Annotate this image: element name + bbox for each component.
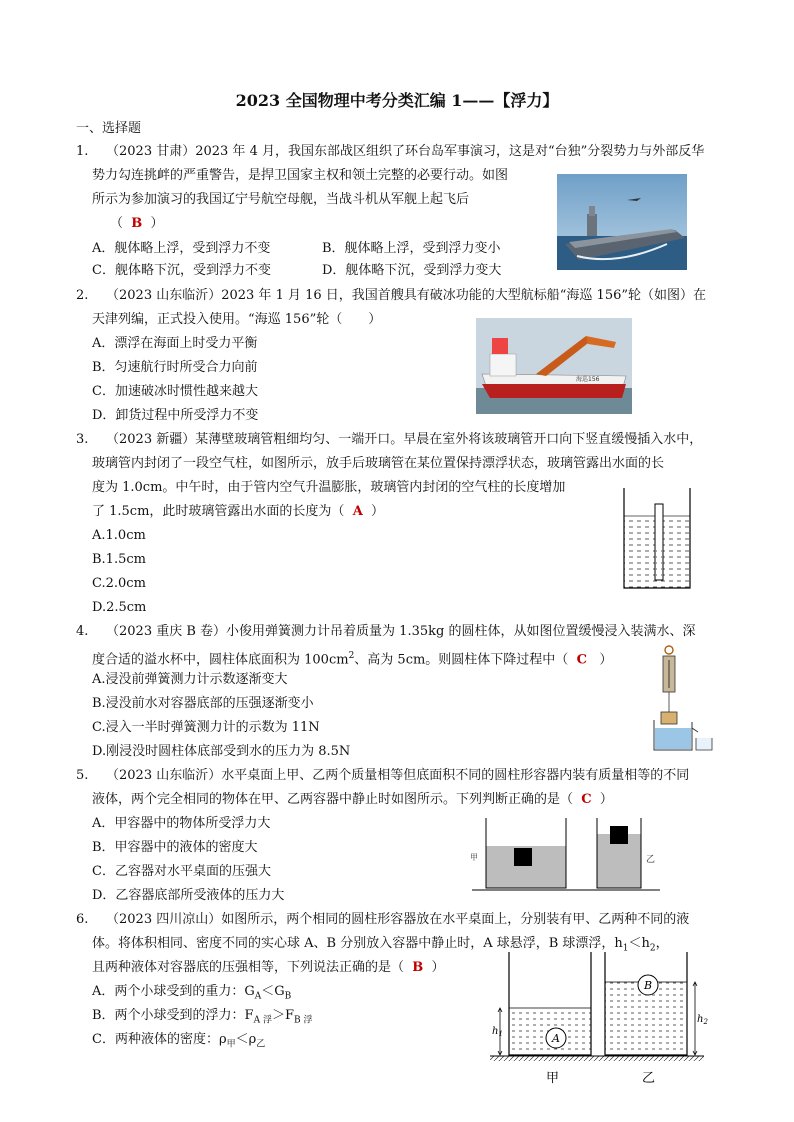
q6-c-mid: ＜ρ: [235, 1032, 257, 1047]
spring-scale-overflow-cup-diagram: [652, 642, 714, 754]
q6-c-text: C．两种液体的密度：ρ: [92, 1032, 227, 1047]
q1-answer: B: [131, 216, 143, 231]
ship-hull-text: 海巡156: [576, 376, 600, 383]
q3-line3: 度为 1.0cm。中午时，由于管内空气升温膨胀，玻璃管内封闭的空气柱的长度增加: [92, 480, 566, 495]
q5-line2-start: 液体，两个完全相同的物体在甲、乙两容器中静止时如图所示。下列判断正确的是（: [92, 792, 574, 807]
q2-option-b: B．匀速航行时所受合力向前: [92, 360, 258, 375]
q2-line2: 天津列编，正式投入使用。“海巡 156”轮（ ）: [92, 312, 382, 327]
q6-c-sub1: 甲: [226, 1039, 236, 1050]
q6-line1: （2023 四川凉山）如图所示，两个相同的圆柱形容器放在水平桌面上，分别装有甲、乙两种不同的液: [106, 912, 690, 927]
q6-b-mid: ＞F: [271, 1008, 294, 1023]
q2-option-a: A．漂浮在海面上时受力平衡: [92, 336, 258, 351]
q6-line3: [92, 957, 445, 979]
q5-answer: C: [581, 792, 592, 807]
q6-b-text: B．两个小球受到的浮力：F: [92, 1008, 254, 1023]
q6-label-jia: 甲: [546, 1071, 560, 1086]
q6-b-sub1: A 浮: [253, 1015, 272, 1026]
q2-option-d: D．卸货过程中所受浮力不变: [92, 408, 259, 423]
q3-line2: 玻璃管内封闭了一段空气柱，如图所示，放手后玻璃管在某位置保持漂浮状态，玻璃管露出水面的长: [92, 456, 665, 471]
q1-line2: 势力勾连挑衅的严重警告，是捍卫国家主权和领土完整的必要行动。如图: [92, 168, 509, 183]
q4-line1: （2023 重庆 B 卷）小俊用弹簧测力计吊着质量为 1.35kg 的圆柱体，从如图位置缓慢浸入装满水、深: [106, 624, 696, 639]
q3-answer: A: [352, 504, 363, 519]
q6-line2-sub2: 2: [649, 943, 656, 954]
q1-paren-close: ）: [150, 216, 164, 231]
q6-b-sub2: B 浮: [293, 1015, 313, 1026]
q6-line2-start: 体。将体积相同、密度不同的实心球 A、B 分别放入容器中静止时，A 球悬浮，B 球漂浮，h: [92, 936, 623, 951]
q1-number: 1.: [76, 144, 89, 159]
q6-label-yi: 乙: [642, 1071, 656, 1086]
q6-a-text: A．两个小球受到的重力：G: [92, 984, 255, 999]
q6-ball-a: A: [552, 1032, 560, 1045]
q6-answer: B: [412, 960, 424, 975]
q2-line1: （2023 山东临沂）2023 年 1 月 16 日，我国首艘具有破冰功能的大型航标船“海巡 156”轮（如图）在: [106, 288, 707, 303]
q1-option-a: A．舰体略上浮，受到浮力不变: [92, 241, 271, 256]
q5-number: 5.: [76, 768, 89, 783]
q4-line2-start: 度合适的溢水杯中，圆柱体底面积为 100cm: [92, 652, 349, 668]
q6-h2: $h_2$: [697, 1014, 708, 1026]
icebreaker-ship-photo: [476, 318, 632, 414]
q5-option-d: D．乙容器底部所受液体的压力大: [92, 888, 285, 903]
q4-line2: [92, 645, 612, 671]
q6-line3-end: ）: [431, 960, 445, 975]
q1-option-d: D．舰体略下沉，受到浮力变大: [322, 263, 502, 278]
q3-option-d: D.2.5cm: [92, 600, 147, 615]
q6-a-sub1: A: [254, 991, 262, 1002]
q6-a-sub2: B: [284, 991, 292, 1002]
q6-number: 6.: [76, 912, 89, 927]
q6-line2-mid: ＜h: [628, 936, 650, 951]
q3-line4: [92, 501, 384, 523]
q6-line2-sub1: 1: [622, 943, 629, 954]
q3-number: 3.: [76, 432, 89, 447]
q4-option-d: D.刚浸没时圆柱体底部受到水的压力为 8.5N: [92, 744, 351, 759]
q1-line1: （2023 甘肃）2023 年 4 月，我国东部战区组织了环台岛军事演习，这是对“台独”分裂势力与外部反华: [106, 144, 705, 159]
q1-answer-line: [110, 213, 164, 235]
q6-h1: $h_1$: [492, 1026, 503, 1038]
q3-option-c: C.2.0cm: [92, 576, 146, 591]
q5-label-jia: 甲: [470, 853, 478, 862]
q4-line2-end: ）: [599, 652, 613, 668]
q1-option-b: B．舰体略上浮，受到浮力变小: [322, 241, 501, 256]
two-containers-diagram: [466, 814, 666, 894]
aircraft-carrier-photo: [557, 174, 687, 270]
q2-number: 2.: [76, 288, 89, 303]
q5-option-c: C．乙容器对水平桌面的压强大: [92, 864, 271, 879]
q6-option-c: [92, 1029, 265, 1056]
q3-line4-start: 了 1.5cm，此时玻璃管露出水面的长度为（: [92, 504, 345, 519]
q1-paren-open: （: [110, 216, 124, 231]
q5-label-yi: 乙: [646, 855, 656, 865]
q4-superscript: 2: [348, 651, 355, 661]
q1-option-c: C．舰体略下沉，受到浮力不变: [92, 263, 271, 278]
q5-line1: （2023 山东临沂）水平桌面上甲、乙两个质量相等但底面积不同的圆柱形容器内装有质量相等的不同: [106, 768, 690, 783]
glass-tube-diagram: [620, 488, 696, 592]
q6-a-mid: ＜G: [261, 984, 285, 999]
section-heading: 一、选择题: [76, 121, 142, 136]
q4-number: 4.: [76, 624, 89, 639]
q1-line3: 所示为参加演习的我国辽宁号航空母舰，当战斗机从军舰上起飞后: [92, 192, 470, 207]
page-title: 2023 全国物理中考分类汇编 1——【浮力】: [235, 91, 559, 110]
two-cylinders-balls-diagram: [490, 950, 718, 1096]
q6-line2-end: ，: [655, 936, 669, 951]
q4-option-c: C.浸入一半时弹簧测力计的示数为 11N: [92, 720, 320, 735]
q2-option-c: C．加速破冰时惯性越来越大: [92, 384, 258, 399]
q3-option-a: A.1.0cm: [92, 528, 146, 543]
q5-option-a: A．甲容器中的物体所受浮力大: [92, 816, 271, 831]
q6-option-b: [92, 1005, 312, 1032]
q6-ball-b: B: [644, 979, 653, 992]
q6-line3-start: 且两种液体对容器底的压强相等，下列说法正确的是（: [92, 960, 405, 975]
q5-line2: [92, 789, 613, 811]
q6-c-sub2: 乙: [256, 1039, 266, 1050]
q4-line2-mid: 、高为 5cm。则圆柱体下降过程中（: [354, 652, 569, 668]
q4-option-a: A.浸没前弹簧测力计示数逐渐变大: [92, 672, 288, 687]
q5-line2-end: ）: [599, 792, 613, 807]
q3-line4-end: ）: [371, 504, 385, 519]
q3-line1: （2023 新疆）某薄壁玻璃管粗细均匀、一端开口。早晨在室外将该玻璃管开口向下竖直缓慢插入水中，: [106, 432, 703, 447]
q4-answer: C: [576, 652, 587, 668]
q5-option-b: B．甲容器中的液体的密度大: [92, 840, 258, 855]
q3-option-b: B.1.5cm: [92, 552, 146, 567]
q6-option-a: [92, 981, 291, 1008]
q4-option-b: B.浸没前水对容器底部的压强逐渐变小: [92, 696, 314, 711]
